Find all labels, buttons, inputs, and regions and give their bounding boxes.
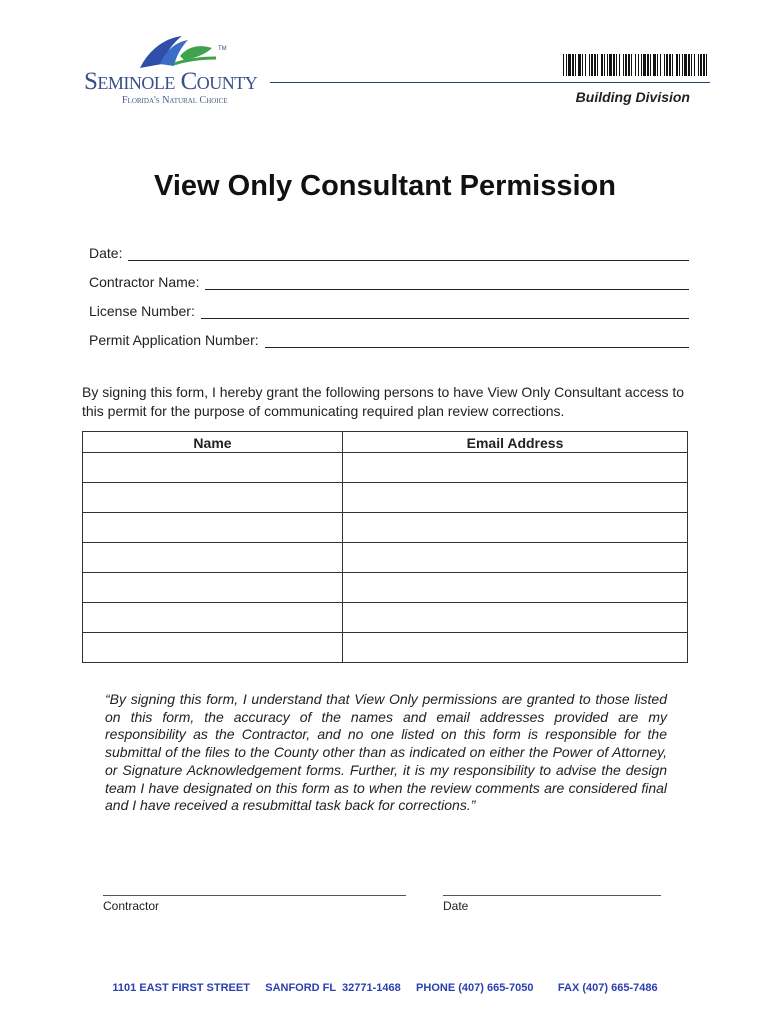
permit-number-field[interactable] xyxy=(89,332,689,348)
form-title: View Only Consultant Permission xyxy=(154,170,616,202)
email-cell[interactable] xyxy=(343,483,688,513)
date-signature-line[interactable] xyxy=(443,886,661,896)
contractor-signature-block xyxy=(103,886,406,913)
division-name: Building Division xyxy=(575,89,690,105)
contractor-name-input-line[interactable] xyxy=(205,275,689,290)
logo-name: Seminole County xyxy=(84,68,258,95)
date-input-line[interactable] xyxy=(128,246,689,261)
contractor-signature-line[interactable] xyxy=(103,886,406,896)
license-number-input-line[interactable] xyxy=(201,304,689,319)
table-row xyxy=(83,633,688,663)
consultant-table xyxy=(82,431,688,663)
date-field[interactable] xyxy=(89,245,689,261)
name-cell[interactable] xyxy=(83,483,343,513)
intro-paragraph: By signing this form, I hereby grant the following persons to have View Only Consultant access to this permit for the purpose of communicating required plan review corrections. xyxy=(82,384,685,419)
name-cell[interactable] xyxy=(83,603,343,633)
table-header-row xyxy=(83,432,688,453)
license-number-label: License Number: xyxy=(89,303,195,319)
name-cell[interactable] xyxy=(83,633,343,663)
footer-phone: PHONE (407) 665-7050 xyxy=(416,982,534,994)
email-column-header: Email Address xyxy=(343,432,688,453)
email-cell[interactable] xyxy=(343,513,688,543)
email-cell[interactable] xyxy=(343,603,688,633)
table-row xyxy=(83,453,688,483)
logo-trademark: TM xyxy=(218,46,227,52)
date-label: Date: xyxy=(89,245,123,261)
name-cell[interactable] xyxy=(83,513,343,543)
email-cell[interactable] xyxy=(343,633,688,663)
footer-address: 1101 EAST FIRST STREET xyxy=(112,982,250,994)
footer-city: SANFORD FL 32771-1468 xyxy=(265,982,401,994)
barcode-icon xyxy=(563,54,710,76)
table-row xyxy=(83,483,688,513)
email-cell[interactable] xyxy=(343,573,688,603)
contractor-name-field[interactable] xyxy=(89,274,689,290)
acknowledgement-statement: “By signing this form, I understand that View Only permissions are granted to those listed on this form, the accuracy of the names and email addresses provided are my responsibility as the Contractor, and no one listed on this form is responsible for the submittal of the files to the County other than as indicated on either the Power of Attorney, or Signature Acknowledgement forms. Further, it is my responsibility to advise the design team I have designated on this form as to when the review comments are considered final and I have received a resubmittal task back for corrections.” xyxy=(105,691,667,814)
header-rule xyxy=(270,82,710,83)
email-cell[interactable] xyxy=(343,453,688,483)
footer-contact xyxy=(0,982,770,994)
license-number-field[interactable] xyxy=(89,303,689,319)
footer-fax: FAX (407) 665-7486 xyxy=(557,982,658,994)
name-cell[interactable] xyxy=(83,543,343,573)
name-cell[interactable] xyxy=(83,573,343,603)
table-row xyxy=(83,603,688,633)
contractor-name-label: Contractor Name: xyxy=(89,274,200,290)
table-row xyxy=(83,543,688,573)
contractor-signature-label: Contractor xyxy=(103,899,160,913)
date-signature-label: Date xyxy=(443,899,469,913)
date-signature-block xyxy=(443,886,661,913)
name-column-header: Name xyxy=(83,432,343,453)
email-cell[interactable] xyxy=(343,543,688,573)
permit-number-input-line[interactable] xyxy=(265,333,689,348)
name-cell[interactable] xyxy=(83,453,343,483)
table-row xyxy=(83,513,688,543)
table-row xyxy=(83,573,688,603)
permit-number-label: Permit Application Number: xyxy=(89,332,259,348)
logo-tagline: Florida's Natural Choice xyxy=(122,95,228,106)
county-logo xyxy=(84,34,284,114)
